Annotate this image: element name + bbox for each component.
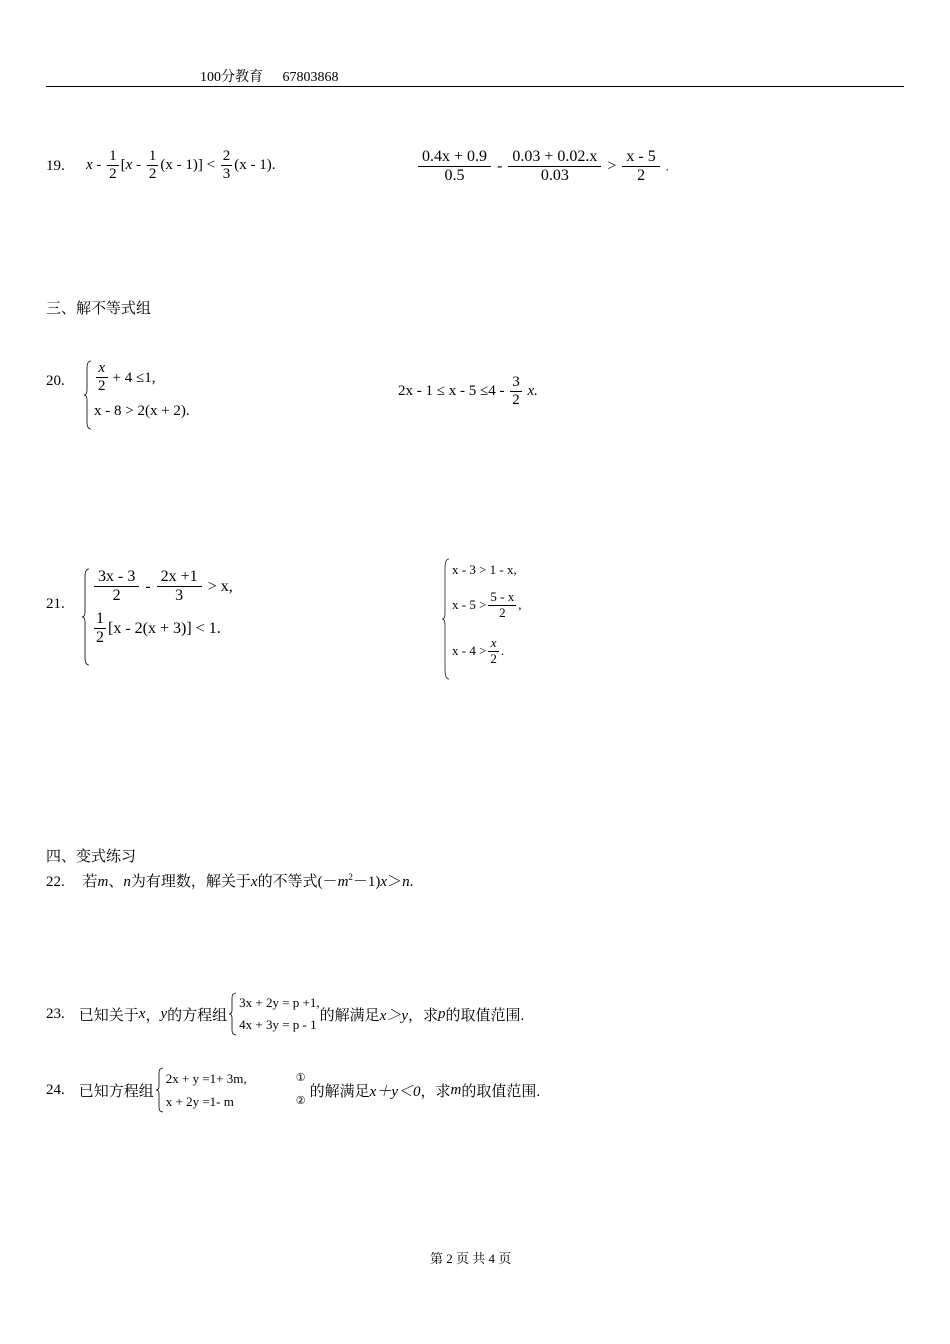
header-phone: 67803868 bbox=[282, 70, 339, 85]
q23-text: 23. 已知关于 x ， y 的方程组 3x + 2y = p +1, 4x + 3y = p - 1 的解满足 x＞y ，求 p 的取值范围. bbox=[46, 992, 524, 1036]
q21-system-b: x - 3 > 1 - x, x - 5 > $\frac{5 - x}{2}$ , x - 4 > $\frac{x}{2}$ . bbox=[442, 558, 522, 680]
q19-expression-b: $\frac{0.4x + 0.9}{0.5}$ - $\frac{0.03 + 0.02.x}{0.03}$ > $\frac{x - 5}{2}$ . bbox=[416, 148, 669, 186]
q24-text: 24. 已知方程组 2x + y =1+ 3m, ① x + 2y =1- m ② 的解满足 x＋y＜0 ，求 m 的取值范围. bbox=[46, 1067, 540, 1113]
q20-expression-b: 2x - 1 ≤ x - 5 ≤4 - $\frac{3}{2}$ x. bbox=[398, 374, 538, 409]
q21-system-a: $\frac{3x - 3}{2}$ - $\frac{2x +1}{3}$ > x, $\frac{1}{2}$ [x - 2(x + 3)] < 1. bbox=[82, 568, 233, 666]
page-footer: 第 2 页 共 4 页 bbox=[430, 1251, 512, 1266]
left-brace-icon bbox=[84, 360, 92, 430]
q20-system-a: $\frac{x}{2}$ + 4 ≤1, x - 8 > 2(x + 2). bbox=[84, 360, 190, 430]
q19-number: 19. bbox=[46, 158, 65, 174]
q22-text: 22. 若m、n为有理数，解关于x的不等式$(-m^2-1)x>n$. bbox=[46, 872, 414, 890]
left-brace-icon bbox=[156, 1067, 164, 1113]
section-3-title: 三、解不等式组 bbox=[46, 301, 152, 317]
left-brace-icon bbox=[229, 992, 237, 1036]
left-brace-icon bbox=[442, 558, 450, 680]
q20-number: 20. bbox=[46, 373, 65, 389]
header-org: 100分教育 bbox=[200, 70, 263, 85]
header-rule bbox=[46, 86, 904, 87]
q21-number: 21. bbox=[46, 596, 65, 612]
q19-expression-a: x - $\frac{1}{2}$ [x - $\frac{1}{2}$ (x - 1)] < $\frac{2}{3}$ (x - 1). bbox=[86, 148, 276, 183]
page-header bbox=[200, 66, 339, 86]
left-brace-icon bbox=[82, 568, 90, 666]
section-4-title: 四、变式练习 bbox=[46, 849, 137, 865]
